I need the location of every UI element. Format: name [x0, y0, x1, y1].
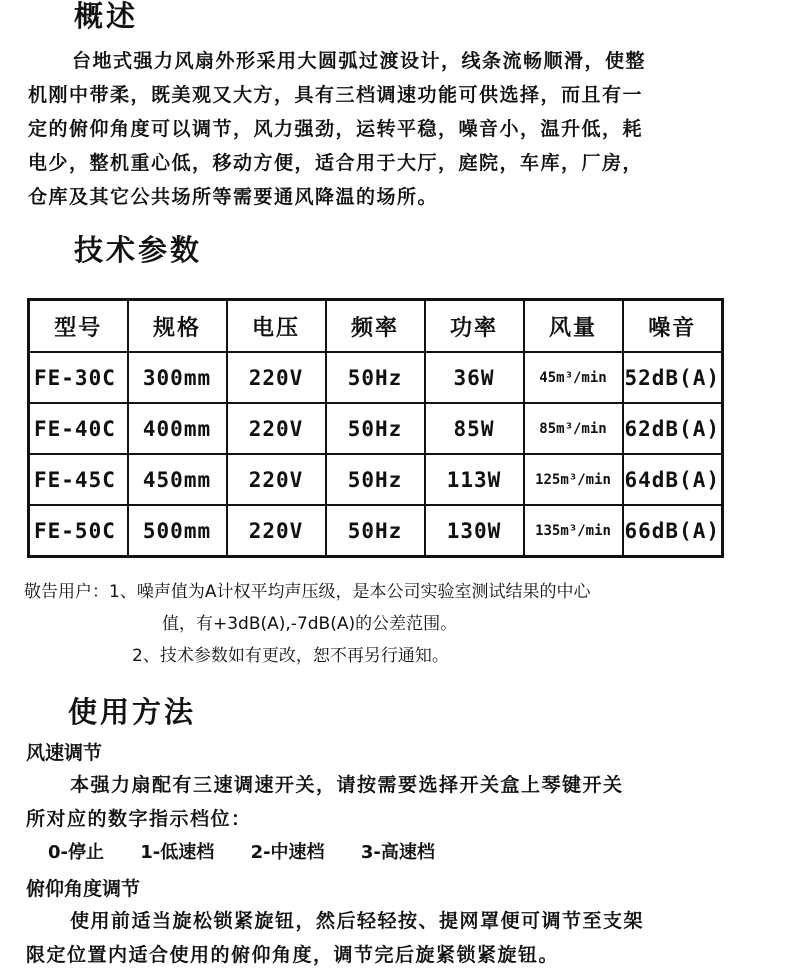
table-row [29, 403, 723, 454]
cell-airflow: 125m³/min [524, 454, 623, 505]
speed-options [48, 838, 465, 864]
overview-line: 机刚中带柔，既美观又大方，具有三档调速功能可供选择，而且有一 [28, 84, 644, 106]
overview-line: 仓库及其它公共场所等需要通风降温的场所。 [28, 186, 439, 208]
specs-title: 技术参数 [74, 233, 203, 267]
cell-power: 113W [425, 454, 524, 505]
cell-frequency: 50Hz [326, 403, 425, 454]
cell-noise: 52dB(A) [623, 352, 723, 403]
cell-size: 450mm [128, 454, 227, 505]
cell-frequency: 50Hz [326, 454, 425, 505]
usage-title: 使用方法 [68, 695, 197, 729]
cell-airflow: 85m³/min [524, 403, 623, 454]
overview-paragraph [28, 44, 758, 214]
speed-option: 3-高速档 [360, 842, 435, 863]
cell-frequency: 50Hz [326, 352, 425, 403]
speed-heading: 风速调节 [26, 742, 103, 764]
cell-model: FE-45C [29, 454, 128, 505]
cell-airflow: 135m³/min [524, 505, 623, 557]
header-power: 功率 [425, 300, 524, 353]
cell-noise: 66dB(A) [623, 505, 723, 557]
header-noise: 噪音 [623, 300, 723, 353]
table-row [29, 352, 723, 403]
speed-option: 2-中速档 [250, 842, 325, 863]
notice-line-3: 2、技术参数如有更改，恕不再另行通知。 [132, 646, 449, 666]
table-row [29, 505, 723, 557]
notice-line-1: 敬告用户：1、噪声值为A计权平均声压级，是本公司实验室测试结果的中心 [24, 582, 591, 602]
spec-table [27, 298, 724, 558]
speed-option: 0-停止 [48, 842, 104, 863]
cell-voltage: 220V [227, 505, 326, 557]
cell-model: FE-50C [29, 505, 128, 557]
overview-line: 电少，整机重心低，移动方便，适合用于大厅，庭院，车库，厂房， [28, 152, 644, 174]
speed-line: 所对应的数字指示档位： [26, 808, 252, 830]
cell-voltage: 220V [227, 352, 326, 403]
header-voltage: 电压 [227, 300, 326, 353]
cell-size: 300mm [128, 352, 227, 403]
speed-line: 本强力扇配有三速调速开关，请按需要选择开关盒上琴键开关 [70, 774, 624, 796]
cell-power: 130W [425, 505, 524, 557]
cell-size: 400mm [128, 403, 227, 454]
cell-size: 500mm [128, 505, 227, 557]
tilt-line: 限定位置内适合使用的俯仰角度，调节完后旋紧锁紧旋钮。 [26, 944, 560, 966]
tilt-line: 使用前适当旋松锁紧旋钮，然后轻轻按、提网罩便可调节至支架 [70, 910, 645, 932]
cell-power: 85W [425, 403, 524, 454]
speed-option: 1-低速档 [140, 842, 215, 863]
cell-voltage: 220V [227, 403, 326, 454]
overview-line: 定的俯仰角度可以调节，风力强劲，运转平稳，噪音小，温升低，耗 [28, 118, 644, 140]
notice-line-2: 值，有+3dB(A),-7dB(A)的公差范围。 [162, 614, 458, 634]
header-airflow: 风量 [524, 300, 623, 353]
cell-frequency: 50Hz [326, 505, 425, 557]
cell-model: FE-40C [29, 403, 128, 454]
speed-paragraph [26, 768, 756, 836]
overview-line: 台地式强力风扇外形采用大圆弧过渡设计，线条流畅顺滑，使整 [72, 50, 647, 72]
tilt-paragraph [26, 904, 756, 972]
tilt-heading: 俯仰角度调节 [26, 878, 141, 900]
cell-model: FE-30C [29, 352, 128, 403]
cell-noise: 64dB(A) [623, 454, 723, 505]
overview-title: 概述 [74, 0, 139, 33]
header-frequency: 频率 [326, 300, 425, 353]
header-size: 规格 [128, 300, 227, 353]
cell-voltage: 220V [227, 454, 326, 505]
table-header-row [29, 300, 723, 353]
table-row [29, 454, 723, 505]
cell-power: 36W [425, 352, 524, 403]
header-model: 型号 [29, 300, 128, 353]
cell-noise: 62dB(A) [623, 403, 723, 454]
cell-airflow: 45m³/min [524, 352, 623, 403]
